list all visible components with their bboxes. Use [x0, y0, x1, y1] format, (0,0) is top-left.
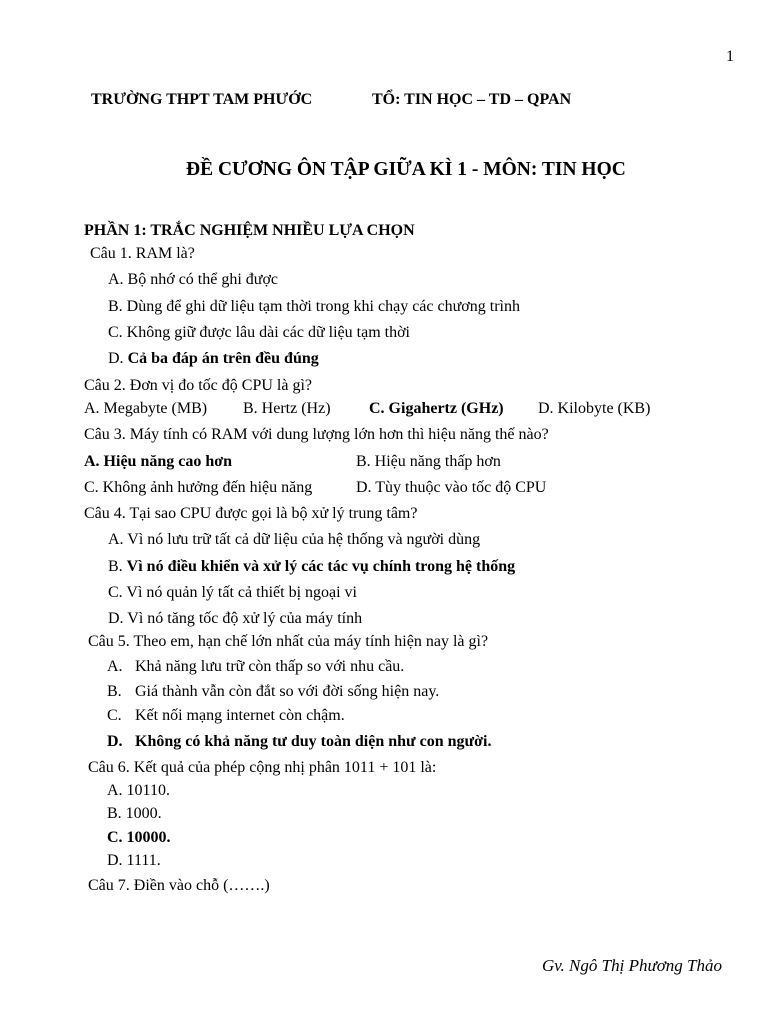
- q5-option-d-label: D.: [107, 733, 123, 750]
- q2-option-a: A. Megabyte (MB): [84, 400, 208, 417]
- q2-question: Câu 2. Đơn vị đo tốc độ CPU là gì?: [84, 377, 312, 394]
- q6-question: Câu 6. Kết quả của phép cộng nhị phân 1011 + 101 là:: [88, 759, 437, 776]
- teacher-signature: Gv. Ngô Thị Phương Thảo: [542, 956, 723, 975]
- q2-option-d: D. Kilobyte (KB): [538, 400, 651, 417]
- q7-question: Câu 7. Điền vào chỗ (…….): [88, 877, 270, 894]
- q5-option-c-text: Kết nối mạng internet còn chậm.: [135, 707, 345, 724]
- q4-question: Câu 4. Tại sao CPU được gọi là bộ xử lý trung tâm?: [84, 505, 418, 522]
- q5-option-c: [107, 707, 345, 725]
- q1-question: Câu 1. RAM là?: [90, 245, 195, 262]
- part1-title: PHẦN 1: TRẮC NGHIỆM NHIỀU LỰA CHỌN: [84, 222, 415, 239]
- q5-option-b-label: B.: [107, 683, 122, 700]
- q5-option-b-text: Giá thành vẫn còn đắt so với đời sống hiện nay.: [135, 683, 440, 700]
- q2-option-b: B. Hertz (Hz): [243, 400, 331, 417]
- q1-option-a: A. Bộ nhớ có thể ghi được: [108, 271, 279, 288]
- q4-option-b-label: B.: [108, 558, 127, 575]
- q3-option-c: C. Không ảnh hưởng đến hiệu năng: [84, 479, 313, 496]
- q1-option-d-text: Cả ba đáp án trên đều đúng: [127, 350, 319, 367]
- q1-option-d-label: D.: [108, 350, 128, 367]
- q1-option-d: [108, 350, 319, 368]
- q1-option-c: C. Không giữ được lâu dài các dữ liệu tạm thời: [108, 324, 410, 341]
- q5-option-a-label: A.: [107, 658, 123, 675]
- q4-option-b-text: Vì nó điều khiển và xử lý các tác vụ chính trong hệ thống: [126, 558, 516, 575]
- q5-option-b: [107, 683, 439, 701]
- q6-option-d: D. 1111.: [107, 852, 161, 869]
- q4-option-d: D. Vì nó tăng tốc độ xử lý của máy tính: [108, 610, 363, 627]
- q3-option-d: D. Tùy thuộc vào tốc độ CPU: [356, 479, 547, 496]
- page-number: 1: [726, 48, 734, 65]
- q5-option-c-label: C.: [107, 707, 122, 724]
- q2-option-c: C. Gigahertz (GHz): [369, 400, 504, 417]
- q5-option-a-text: Khả năng lưu trữ còn thấp so với nhu cầu.: [135, 658, 405, 675]
- q4-option-b: [108, 558, 515, 576]
- q3-question: Câu 3. Máy tính có RAM với dung lượng lớn hơn thì hiệu năng thế nào?: [84, 426, 549, 443]
- q4-option-c: C. Vì nó quản lý tất cả thiết bị ngoại vi: [108, 584, 357, 601]
- document-title: ĐỀ CƯƠNG ÔN TẬP GIỮA KÌ 1 - MÔN: TIN HỌC: [186, 159, 626, 180]
- q5-option-d: [107, 733, 491, 751]
- q5-option-d-text: Không có khả năng tư duy toàn diện như con người.: [135, 733, 492, 750]
- department-name: TỔ: TIN HỌC – TD – QPAN: [372, 91, 572, 108]
- school-name: TRƯỜNG THPT TAM PHƯỚC: [91, 91, 313, 108]
- q1-option-b: B. Dùng để ghi dữ liệu tạm thời trong khi chạy các chương trình: [108, 298, 520, 315]
- q3-option-a: A. Hiệu năng cao hơn: [84, 453, 232, 470]
- q3-option-b: B. Hiệu năng thấp hơn: [356, 453, 501, 470]
- q6-option-c: C. 10000.: [107, 829, 171, 846]
- q6-option-a: A. 10110.: [107, 782, 170, 799]
- q4-option-a: A. Vì nó lưu trữ tất cả dữ liệu của hệ thống và người dùng: [108, 531, 481, 548]
- q6-option-b: B. 1000.: [107, 805, 162, 822]
- q5-question: Câu 5. Theo em, hạn chế lớn nhất của máy tính hiện nay là gì?: [88, 633, 489, 650]
- q5-option-a: [107, 658, 404, 676]
